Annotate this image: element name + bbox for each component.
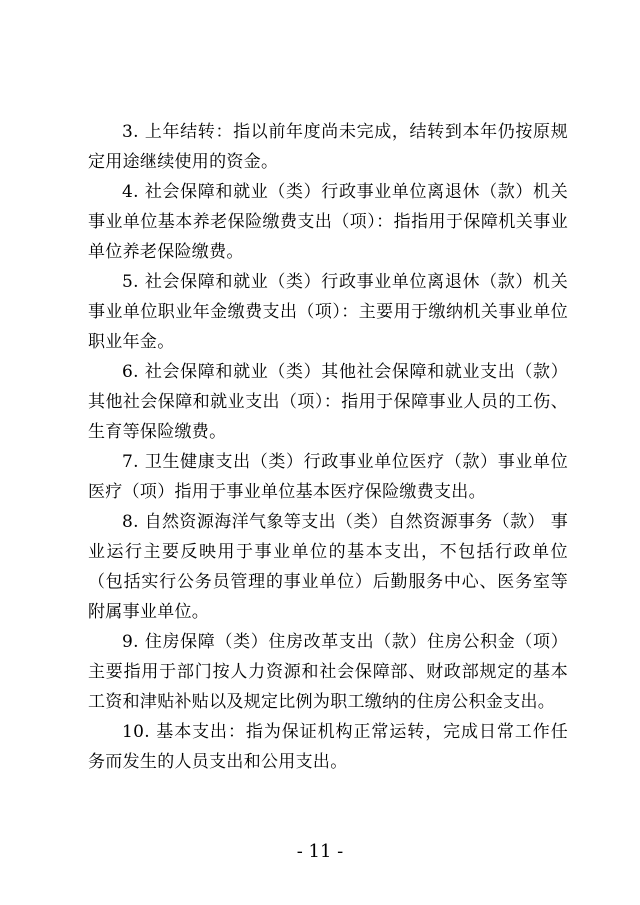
paragraph-4-pension-insurance: 4. 社会保障和就业（类）行政事业单位离退休（款）机关事业单位基本养老保险缴费支出（项）：指指用于保障机关事业单位养老保险缴费。 xyxy=(88,182,568,262)
paragraph-8-natural-resources: 8. 自然资源海洋气象等支出（类）自然资源事务（款） 事业运行主要反映用于事业单位的基本支出，不包括行政单位（包括实行公务员管理的事业单位）后勤服务中心、医务室等附属事业单位。 xyxy=(88,512,568,622)
paragraph-5-occupational-annuity: 5. 社会保障和就业（类）行政事业单位离退休（款）机关事业单位职业年金缴费支出（项）：主要用于缴纳机关事业单位职业年金。 xyxy=(88,272,568,352)
paragraph-3-carryover: 3. 上年结转：指以前年度尚未完成，结转到本年仍按原规定用途继续使用的资金。 xyxy=(88,122,568,172)
page-number: - 11 - xyxy=(296,841,344,862)
paragraph-6-other-social-security: 6. 社会保障和就业（类）其他社会保障和就业支出（款）其他社会保障和就业支出（项）：指用于保障事业人员的工伤、生育等保险缴费。 xyxy=(88,362,568,442)
paragraph-9-housing-fund: 9. 住房保障（类）住房改革支出（款）住房公积金（项）主要指用于部门按人力资源和社会保障部、财政部规定的基本工资和津贴补贴以及规定比例为职工缴纳的住房公积金支出。 xyxy=(88,632,568,712)
paragraph-7-medical-insurance: 7. 卫生健康支出（类）行政事业单位医疗（款）事业单位医疗（项）指用于事业单位基本医疗保险缴费支出。 xyxy=(88,452,568,502)
paragraph-10-basic-expenditure: 10. 基本支出：指为保证机构正常运转，完成日常工作任务而发生的人员支出和公用支出。 xyxy=(88,722,568,772)
